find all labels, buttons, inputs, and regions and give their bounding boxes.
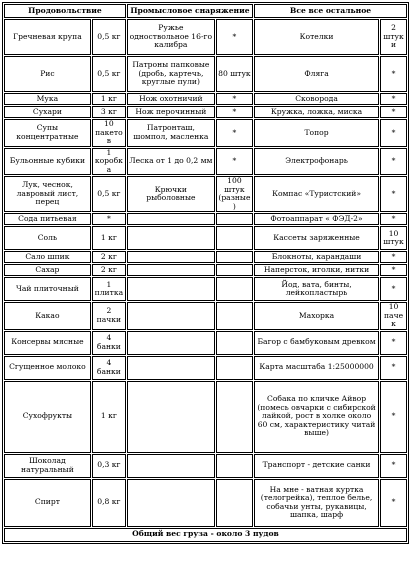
other-qty: * [380, 479, 407, 527]
food-item: Бульонные кубики [4, 148, 91, 176]
fishing-item: Крючки рыболовные [127, 176, 215, 212]
total-row [4, 528, 407, 542]
other-qty: * [380, 106, 407, 118]
table-row [4, 479, 407, 527]
other-qty: * [380, 251, 407, 263]
table-row [4, 56, 407, 92]
food-qty: 0,5 кг [92, 19, 126, 55]
food-item: Сухари [4, 106, 91, 118]
food-qty: 2 пачки [92, 302, 126, 330]
other-item: Транспорт - детские санки [254, 454, 379, 478]
other-qty: * [380, 381, 407, 453]
fishing-qty: * [216, 119, 253, 147]
fishing-item [127, 251, 215, 263]
fishing-qty [216, 381, 253, 453]
header-other: Все все остальное [254, 4, 407, 18]
other-item: Кассеты заряженные [254, 226, 379, 250]
fishing-item [127, 479, 215, 527]
fishing-qty [216, 479, 253, 527]
other-item: Блокноты, карандаши [254, 251, 379, 263]
fishing-item: Ружье одноствольное 16-го калибра [127, 19, 215, 55]
table-row [4, 264, 407, 276]
table-row [4, 148, 407, 176]
fishing-item: Патроны папковые (дробь, картечь, круглые пули) [127, 56, 215, 92]
food-item: Соль [4, 226, 91, 250]
other-item: Багор с бамбуковым древком [254, 331, 379, 355]
fishing-qty [216, 264, 253, 276]
food-qty: 0,5 кг [92, 56, 126, 92]
other-qty: * [380, 356, 407, 380]
other-qty: * [380, 454, 407, 478]
fishing-item: Леска от 1 до 0,2 мм [127, 148, 215, 176]
food-qty: 2 кг [92, 264, 126, 276]
fishing-qty [216, 226, 253, 250]
other-item: Фотоаппарат « ФЭД-2» [254, 213, 379, 225]
fishing-qty [216, 213, 253, 225]
food-qty: 1 кг [92, 93, 126, 105]
fishing-qty [216, 454, 253, 478]
fishing-item [127, 264, 215, 276]
table-row [4, 213, 407, 225]
food-qty: 3 кг [92, 106, 126, 118]
table-row [4, 106, 407, 118]
supplies-table-wrap [2, 2, 409, 544]
table-row [4, 176, 407, 212]
table-row [4, 356, 407, 380]
table-row [4, 19, 407, 55]
other-qty: * [380, 93, 407, 105]
fishing-item [127, 356, 215, 380]
food-qty: 1 коробка [92, 148, 126, 176]
other-item: Топор [254, 119, 379, 147]
other-qty: * [380, 56, 407, 92]
other-qty: 2 штуки [380, 19, 407, 55]
table-row [4, 251, 407, 263]
table-row [4, 277, 407, 301]
food-item: Сухофрукты [4, 381, 91, 453]
fishing-item [127, 302, 215, 330]
food-item: Сгущенное молоко [4, 356, 91, 380]
fishing-qty: * [216, 19, 253, 55]
table-row [4, 331, 407, 355]
fishing-item [127, 454, 215, 478]
table-row [4, 119, 407, 147]
other-qty: * [380, 176, 407, 212]
food-item: Мука [4, 93, 91, 105]
table-row [4, 381, 407, 453]
other-item: Наперсток, иголки, нитки [254, 264, 379, 276]
fishing-item: Нож охотничий [127, 93, 215, 105]
fishing-qty [216, 251, 253, 263]
fishing-item [127, 226, 215, 250]
fishing-qty [216, 331, 253, 355]
food-item: Сахар [4, 264, 91, 276]
other-item: Махорка [254, 302, 379, 330]
fishing-qty: * [216, 148, 253, 176]
food-item: Спирт [4, 479, 91, 527]
other-item: Фляга [254, 56, 379, 92]
food-item: Консервы мясные [4, 331, 91, 355]
other-item: Йод, вата, бинты, лейкопластырь [254, 277, 379, 301]
table-row [4, 302, 407, 330]
other-item: Сковорода [254, 93, 379, 105]
other-item: Котелки [254, 19, 379, 55]
supplies-table [2, 2, 409, 544]
food-item: Шоколад натуральный [4, 454, 91, 478]
fishing-item: Нож перочинный [127, 106, 215, 118]
fishing-qty [216, 277, 253, 301]
fishing-item [127, 213, 215, 225]
other-item: Кружка, ложка, миска [254, 106, 379, 118]
food-item: Супы концентратные [4, 119, 91, 147]
food-item: Какао [4, 302, 91, 330]
food-item: Гречневая крупа [4, 19, 91, 55]
other-qty: * [380, 119, 407, 147]
table-row [4, 226, 407, 250]
other-qty: * [380, 331, 407, 355]
table-row [4, 454, 407, 478]
food-qty: 0,8 кг [92, 479, 126, 527]
food-item: Рис [4, 56, 91, 92]
food-qty: 4 банки [92, 356, 126, 380]
food-qty: * [92, 213, 126, 225]
food-qty: 0,5 кг [92, 176, 126, 212]
header-fishing-gear: Промысловое снаряжение [127, 4, 253, 18]
fishing-qty: * [216, 93, 253, 105]
fishing-qty [216, 356, 253, 380]
table-header-row [4, 4, 407, 18]
other-item: Карта масштаба 1:25000000 [254, 356, 379, 380]
other-item: На мне - ватная куртка (телогрейка), теплое белье, собачьи унты, рукавицы, шапка, шарф [254, 479, 379, 527]
fishing-qty [216, 302, 253, 330]
header-food: Продовольствие [4, 4, 126, 18]
food-qty: 1 плитка [92, 277, 126, 301]
fishing-item [127, 381, 215, 453]
food-item: Сода питьевая [4, 213, 91, 225]
food-qty: 1 кг [92, 381, 126, 453]
other-qty: * [380, 264, 407, 276]
fishing-item [127, 331, 215, 355]
other-qty: * [380, 277, 407, 301]
other-item: Компас «Туристский» [254, 176, 379, 212]
other-qty: 10 штук [380, 226, 407, 250]
food-qty: 1 кг [92, 226, 126, 250]
table-row [4, 93, 407, 105]
food-item: Чай плиточный [4, 277, 91, 301]
food-qty: 2 кг [92, 251, 126, 263]
total-weight: Общий вес груза - около 3 пудов [4, 528, 407, 542]
fishing-item [127, 277, 215, 301]
fishing-qty: 80 штук [216, 56, 253, 92]
food-item: Сало шпик [4, 251, 91, 263]
table-body [4, 19, 407, 527]
food-qty: 4 банки [92, 331, 126, 355]
fishing-qty: * [216, 106, 253, 118]
other-qty: 10 пачек [380, 302, 407, 330]
food-qty: 10 пакетов [92, 119, 126, 147]
other-qty: * [380, 148, 407, 176]
other-qty: * [380, 213, 407, 225]
fishing-qty: 100 штук (разные) [216, 176, 253, 212]
fishing-item: Патронташ, шомпол, масленка [127, 119, 215, 147]
other-item: Электрофонарь [254, 148, 379, 176]
food-item: Лук, чеснок, лавровый лист, перец [4, 176, 91, 212]
other-item: Собака по кличке Айвор (помесь овчарки с сибирской лайкой, рост в холке около 60 см, характеристику читай выше) [254, 381, 379, 453]
food-qty: 0,3 кг [92, 454, 126, 478]
